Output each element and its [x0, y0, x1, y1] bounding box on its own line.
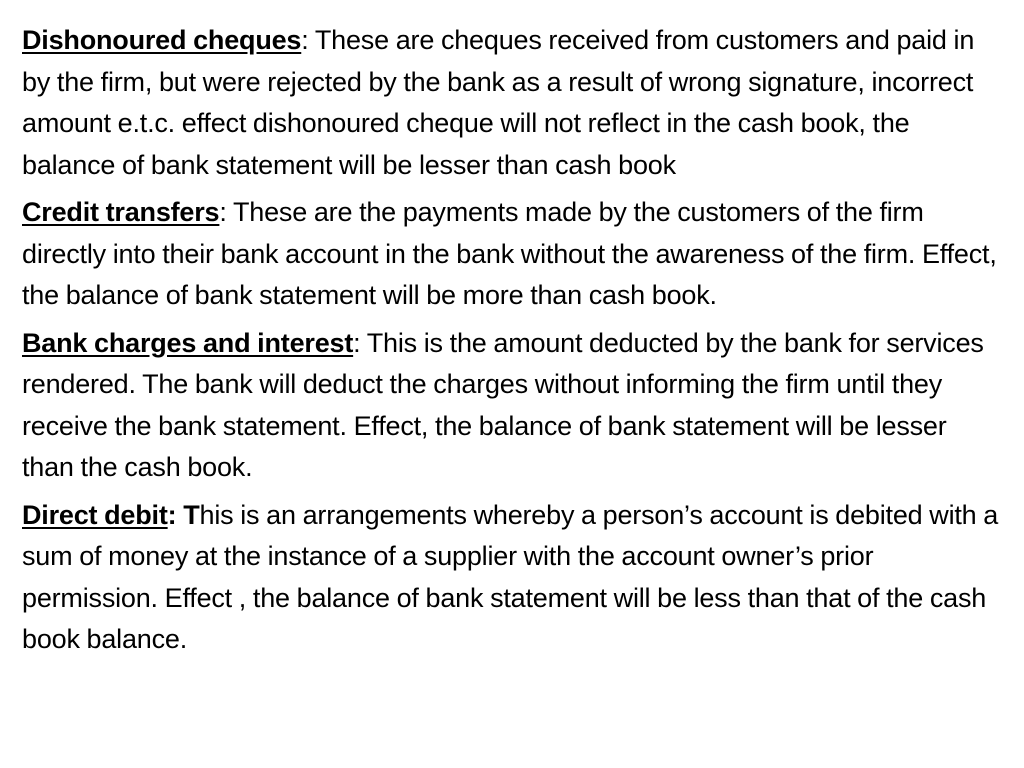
paragraph-dishonoured-cheques [22, 20, 1002, 186]
term-credit-transfers: Credit transfers [22, 197, 220, 227]
term-direct-debit: Direct debit [22, 499, 168, 530]
term-separator: : [353, 327, 361, 358]
paragraph-lead-letter: T [176, 499, 200, 530]
paragraph-bank-charges-and-interest [22, 323, 1002, 489]
term-separator: : [301, 25, 309, 55]
term-separator: : [167, 499, 177, 530]
paragraph-body: These are cheques received from customers and paid in by the firm, but were rejected by the bank as a result of wrong signature, incorrect amount e.t.c. effect dishonoured cheque will not reflect in the cash book, the balance of bank statement will be lesser than cash book [22, 25, 975, 180]
paragraph-credit-transfers [22, 192, 1002, 317]
term-dishonoured-cheques: Dishonoured cheques [22, 25, 302, 55]
paragraph-body: This is the amount deducted by the bank for services rendered. The bank will deduct the charges without informing the firm until they receive the bank statement. Effect, the balance of bank statement will be lesser than the cash book. [22, 327, 984, 482]
term-bank-charges-and-interest: Bank charges and interest [22, 327, 354, 358]
paragraph-body: These are the payments made by the customers of the firm directly into their bank account in the bank without the awareness of the firm. Effect, the balance of bank statement will be more than cash book. [22, 197, 997, 310]
term-separator: : [219, 197, 227, 227]
paragraph-body: his is an arrangements whereby a person’s account is debited with a sum of money at the instance of a supplier with the account owner’s prior permission. Effect , the balance of bank statement will be less than that of the cash book balance. [22, 499, 999, 654]
slide-content [22, 20, 1002, 760]
paragraph-direct-debit [22, 495, 1002, 661]
